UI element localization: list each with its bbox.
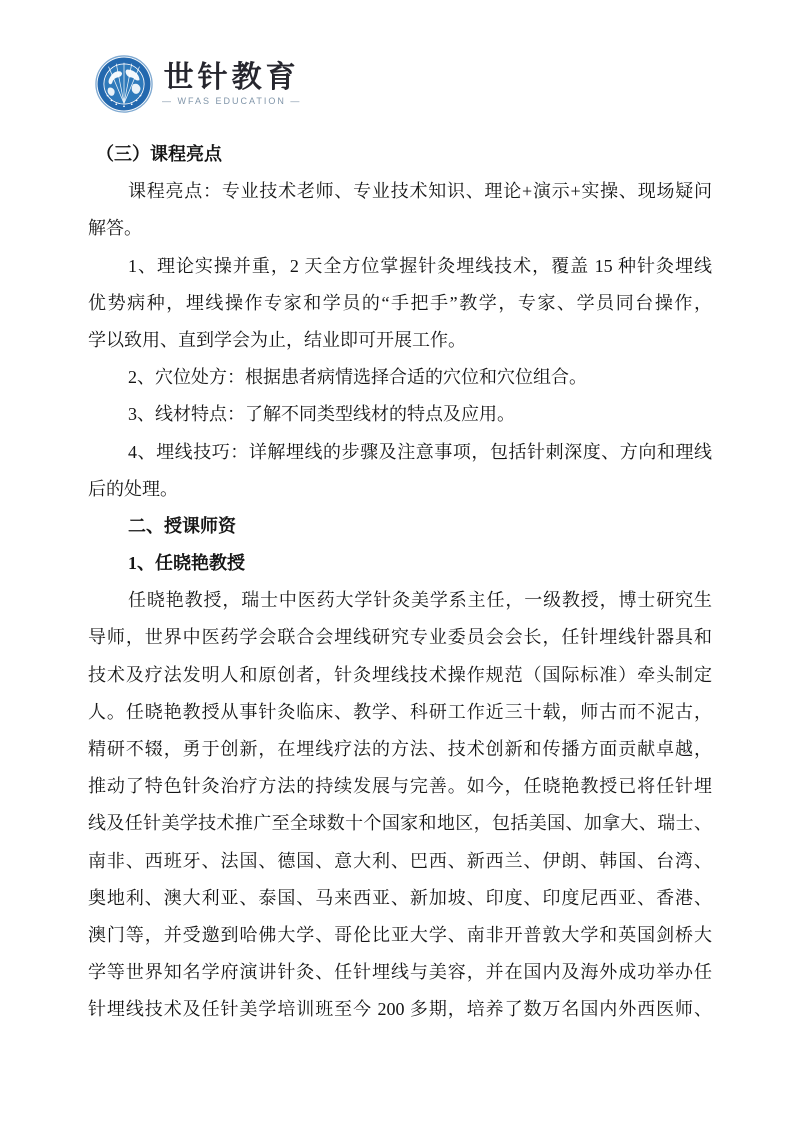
text-line: 澳门等，并受邀到哈佛大学、哥伦比亚大学、南非开普敦大学和英国剑桥大 [88, 924, 712, 945]
globe-needles-emblem-icon [95, 55, 153, 113]
text-line: 课程亮点：专业技术老师、专业技术知识、理论+演示+实操、现场疑问 [128, 181, 712, 202]
logo-subtitle: — WFAS EDUCATION — [162, 96, 302, 106]
text-line: 针埋线技术及任针美学培训班至今 200 多期，培养了数万名国内外西医师、 [88, 999, 712, 1020]
text-line: 人。任晓艳教授从事针灸临床、教学、科研工作近三十载，师古而不泥古， [88, 701, 712, 722]
text-line: 后的处理。 [88, 478, 178, 499]
text-line: 导师，世界中医药学会联合会埋线研究专业委员会会长，任针埋线针器具和 [88, 627, 712, 648]
wfas-education-logo [95, 55, 301, 113]
text-line: 南非、西班牙、法国、德国、意大利、巴西、新西兰、伊朗、韩国、台湾、 [88, 850, 712, 871]
heading-line: （三）课程亮点 [96, 144, 222, 164]
heading-line: 1、任晓艳教授 [128, 553, 245, 574]
text-line: 1、理论实操并重，2 天全方位掌握针灸埋线技术，覆盖 15 种针灸埋线 [128, 255, 712, 276]
heading-line: 二、授课师资 [128, 515, 236, 536]
text-line: 学等世界知名学府演讲针灸、任针埋线与美容，并在国内及海外成功举办任 [88, 962, 712, 983]
text-line: 推动了特色针灸治疗方法的持续发展与完善。如今，任晓艳教授已将任针埋 [88, 776, 712, 797]
text-line: 3、线材特点：了解不同类型线材的特点及应用。 [128, 404, 515, 425]
text-line: 解答。 [88, 218, 142, 239]
text-line: 2、穴位处方：根据患者病情选择合适的穴位和穴位组合。 [128, 367, 587, 388]
document-text-body [88, 136, 712, 1029]
logo-text-block [162, 62, 301, 106]
logo-title: 世针教育 [163, 61, 300, 94]
text-line: 线及任针美学技术推广至全球数十个国家和地区，包括美国、加拿大、瑞士、 [88, 813, 712, 834]
text-line: 精研不辍，勇于创新，在埋线疗法的方法、技术创新和传播方面贡献卓越， [88, 739, 712, 759]
text-line: 4、埋线技巧：详解埋线的步骤及注意事项，包括针刺深度、方向和理线 [128, 441, 712, 462]
text-line: 任晓艳教授，瑞士中医药大学针灸美学系主任，一级教授，博士研究生 [128, 590, 712, 611]
text-line: 技术及疗法发明人和原创者，针灸埋线技术操作规范（国际标准）牵头制定 [88, 664, 712, 685]
text-line: 奥地利、澳大利亚、泰国、马来西亚、新加坡、印度、印度尼西亚、香港、 [88, 887, 712, 908]
text-line: 优势病种，埋线操作专家和学员的“手把手”教学，专家、学员同台操作， [88, 292, 712, 313]
text-line: 学以致用、直到学会为止，结业即可开展工作。 [88, 329, 466, 350]
